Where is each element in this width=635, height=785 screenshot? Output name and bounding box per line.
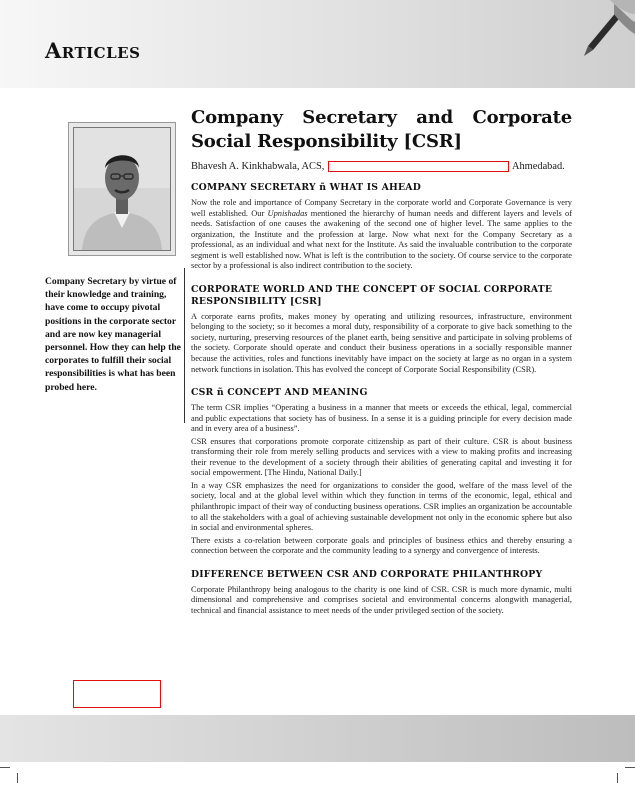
crop-mark [0,767,10,768]
paragraph: In a way CSR emphasizes the need for organizations to consider the good, welfare of the mass level of the society, local and at the global level within which they function in terms of the economic, legal, ethical and philanthropic impact of their way of conducting business operations. CSR implies an organization be accountable to all the stakeholders with a goal of achieving sustainable development not only in the economic sphere but also in social and environmental spheres. [191,480,572,533]
section-heading: CSR ñ CONCEPT AND MEANING [191,387,368,399]
pull-quote: Company Secretary by virtue of their knowledge and training, have come to occupy pivotal positions in the corporate sector and are now key managerial personnel. How they can help the corporates to fulfill their social responsibilities is what has been probed here. [45,276,181,393]
article-sections [191,182,572,616]
section-header: Articles [45,38,141,63]
section-heading: DIFFERENCE BETWEEN CSR AND CORPORATE PHILANTHROPY [191,568,543,580]
crop-mark [617,773,618,783]
pen-hand-icon [570,0,635,60]
article-body [191,106,572,618]
paragraph: CSR ensures that corporations promote corporate citizenship as part of their culture. CSR is about business transforming their role from merely selling products and services with a view to making profits and increasing their revenue to the development of a society through their abilities of generating capital and investing it for social empowerment. [The Hindu, National Daily.] [191,436,572,478]
article-title: Company Secretary and Corporate Social Responsibility [CSR] [191,107,572,152]
paragraph: Now the role and importance of Company Secretary in the corporate world and Corporate Governance is very well established. Our Upnishadas mentioned the hierarchy of human needs and different layers and levels of needs. Satisfaction of one causes the awakening of the second one of higher level. The same applies to the organization, the Institute and the profession at large. Now what next for the Company Secretary as a professional, as an individual and what next for the Institute. As said the invaluable contribution to the corporate segment is well established now. What is left is the contribution to the society. Of course service to the corporate sector by a professional is also indirect contribution to the society. [191,198,572,271]
author-photo [68,122,176,256]
paragraph: A corporate earns profits, makes money by operating and utilizing resources, infrastructure, environment belonging to the society; so it becomes a moral duty, responsibility of a corporate to give back something to the society, nurturing, preserving resources of the planet earth, being sensitive and participate in solving problems of the society. Corporate should operate and conduct their business operations in a socially responsible manner because the activities, roles and functions inevitably have impact on the society at large as no organ in a system network functions in isolation. This has evolved the concept of Corporate Social Responsibility (CSR). [191,311,572,374]
crop-mark [625,767,635,768]
byline [191,160,572,174]
byline-author: Bhavesh A. Kinkhabwala, ACS, [191,161,325,172]
paragraph: Corporate Philanthropy being analogous to the charity is one kind of CSR. CSR is much more dynamic, multi dimensional and comprehensive and comprises societal and environmental concerns alongwith managerial, technical and financial assistance to meet needs of the under privileged section of the society. [191,584,572,615]
emphasis: Upnishadas [267,208,308,218]
redacted-affiliation [328,161,509,172]
redaction-box [73,680,161,708]
crop-mark [17,773,18,783]
section-heading: CORPORATE WORLD AND THE CONCEPT OF SOCIAL CORPORATE RESPONSIBILITY [CSR] [191,283,553,307]
author-portrait-image [74,128,170,250]
byline-place: Ahmedabad. [511,161,565,172]
paragraph: The term CSR implies “Operating a business in a manner that meets or exceeds the ethical, legal, commercial and public expectations that society has of business. In a sense it is a guiding principle for every decision made and in every area of a business”. [191,403,572,434]
section-heading: COMPANY SECRETARY ñ WHAT IS AHEAD [191,182,421,193]
paragraph: There exists a co-relation between corporate goals and principles of business ethics and thereby ensuring a connection between the corporate and the community leading to a synergy and convergence of interests. [191,535,572,556]
footer-band [0,715,635,762]
